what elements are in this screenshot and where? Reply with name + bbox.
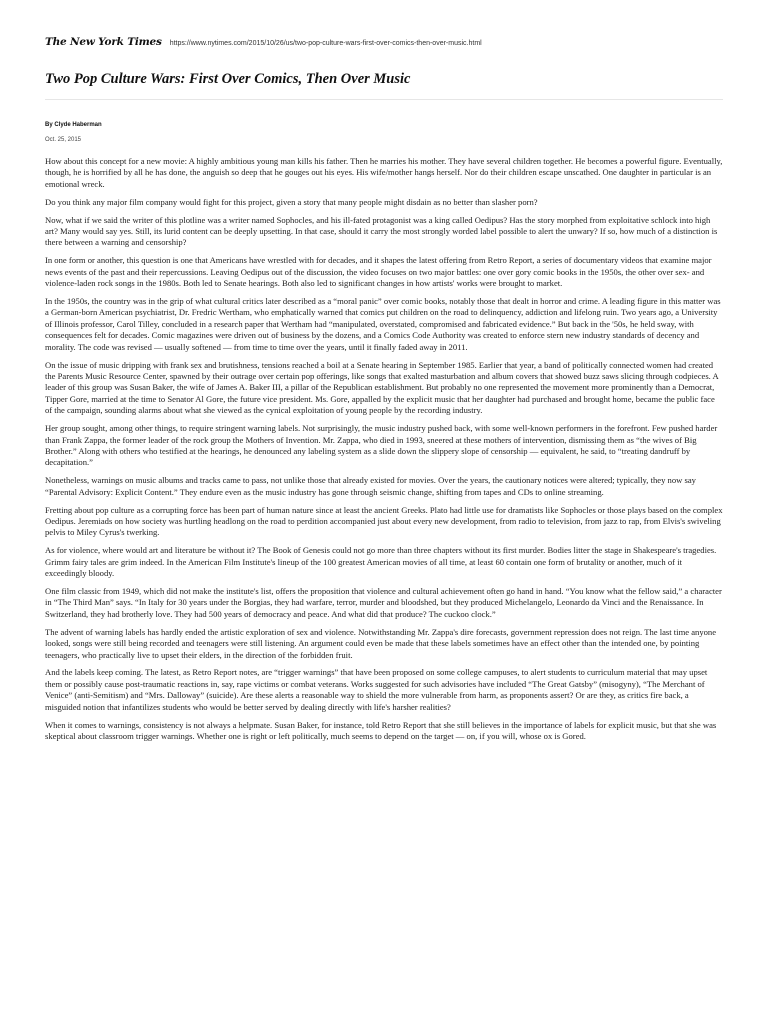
article-page	[45, 0, 723, 749]
article-paragraph: Nonetheless, warnings on music albums and tracks came to pass, not unlike those that already existed for movies. Over the years, the cautionary notices were altered; typically, they now say “Parental Advisory: Explicit Content.” They endure even as the music industry has gone through seismic change, shifting from tapes and CDs to online streaming.	[45, 475, 696, 497]
article-paragraph: Fretting about pop culture as a corrupting force has been part of human nature since at least the ancient Greeks. Plato had little use for dramatists like Sophocles or those plays based on the complex Oedipus. Jeremiads on how society was hurtling headlong on the road to perdition accompanied just about every new development, from radio to television, from jazz to rap, from Elvis's swiveling pelvis to Miley Cyrus's twerking.	[45, 504, 723, 538]
article-paragraph: Do you think any major film company would fight for this project, given a story that many people might disdain as no better than slasher porn?	[45, 196, 538, 207]
article-paragraph: In one form or another, this question is one that Americans have wrestled with for decades, and it shapes the latest offering from Retro Report, a series of documentary videos that examine major news events of the past and their repercussions. Leaving Oedipus out of the discussion, the video focuses on two major battles: one over gory comic books in the 1950s, the other over sex- and violence-laden rock songs in the 1980s. Both led to Senate hearings. Both also led to significant changes in how artists' works were brought to market.	[45, 255, 712, 289]
article-body	[45, 156, 723, 742]
article-paragraph: When it comes to warnings, consistency is not always a helpmate. Susan Baker, for instance, told Retro Report that she still believes in the importance of labels for explicit music, but that she was skeptical about classroom trigger warnings. Whether one is right or left politically, much seems to depend on the target — on, if you will, whose ox is Gored.	[45, 719, 717, 741]
page-header	[45, 22, 723, 48]
article-paragraph: On the issue of music dripping with frank sex and brutishness, tensions reached a boil at a Senate hearing in September 1985. Earlier that year, a band of politically connected women had created the Parents Music Resource Center, spawned by their outrage over certain pop offerings, like songs that exalted masturbation and album covers that showed buzz saws slicing through codpieces. A leader of this group was Susan Baker, the wife of James A. Baker III, a pillar of the Republican establishment. But probably no one represented the movement more prominently than a Democrat, Tipper Gore, married at the time to Senator Al Gore, the future vice president. Ms. Gore, appalled by the explicit music that her daughter had purchased and brought home, became the public face of the campaign, sounding alarms about what she viewed as the cynical exploitation of young people by the recording industry.	[45, 359, 719, 416]
article-paragraph: Now, what if we said the writer of this plotline was a writer named Sophocles, and his ill-fated protagonist was a king called Oedipus? Has the story morphed from exploitative schlock into high art? Many would say yes. Still, its lurid content can be deeply upsetting. In that case, should it carry the most strongly worded label possible to alert the unwary? If so, how much of a distinction is there between a warning and censorship?	[45, 214, 718, 248]
nyt-logo[interactable]: The New York Times	[45, 36, 162, 48]
article-paragraph: And the labels keep coming. The latest, as Retro Report notes, are “trigger warnings” that have been proposed on some college campuses, to alert students to curriculum material that may upset them or possibly cause post-traumatic reactions in, say, rape victims or combat veterans. Works suggested for such advisories have included “The Great Gatsby” (misogyny), “The Merchant of Venice” (anti-Semitism) and “Mrs. Dalloway” (suicide). Are these alerts a reasonable way to shield the more vulnerable from harm, as proponents assert? Or are they, as critics fire back, a misguided notion that infantilizes students who would be better served by dealing directly with life's harsher realities?	[45, 667, 708, 712]
article-url[interactable]: https://www.nytimes.com/2015/10/26/us/two-pop-culture-wars-first-over-comics-then-over-music.html	[169, 40, 482, 47]
article-paragraph: In the 1950s, the country was in the grip of what cultural critics later described as a “moral panic” over comic books, notably those that dealt in horror and crime. A leading figure in this matter was a German-born American psychiatrist, Dr. Fredric Wertham, who emphatically warned that comics put children on the road to delinquency, addiction and lifelong ruin. Two years ago, a University of Illinois professor, Carol Tilley, concluded in a research paper that Wertham had “manipulated, overstated, compromised and fabricated evidence.” But back in the '50s, he held sway, with consequences felt for decades. Comic magazines were driven out of business by the dozens, and a Comics Code Authority was created to enforce stern new industry standards of decency and morality. The code was revised — usually softened — from time to time over the years, until it finally faded away in 2011.	[45, 296, 721, 352]
article-paragraph: Her group sought, among other things, to require stringent warning labels. Not surprisingly, the music industry pushed back, with some well-known performers in the forefront. Few pushed harder than Frank Zappa, the former leader of the rock group the Mothers of Invention. Mr. Zappa, who died in 1993, sneered at these mothers of intervention, dismissing them as “the wives of Big Brother.” Along with others who testified at the hearings, he denounced any labeling system as a slide down the slippery slope of censorship — equivalent, he said, to “treating dandruff by decapitation.”	[45, 423, 718, 468]
article-byline: By Clyde Haberman	[45, 122, 102, 128]
article-paragraph: The advent of warning labels has hardly ended the artistic exploration of sex and violence. Notwithstanding Mr. Zappa's dire forecasts, government repression does not reign. The last time anyone looked, songs were still being recorded and teenagers were still listening. An argument could even be made that these labels sometimes have an effect other than the intended one, by pointing teenagers, who practically live to upset their elders, in the direction of the forbidden fruit.	[45, 626, 717, 660]
article-date: Oct. 25, 2015	[45, 137, 82, 143]
article-paragraph: How about this concept for a new movie: A highly ambitious young man kills his father. Then he marries his mother. They have several children together. He becomes a powerful figure. Eventually, though, he is horrified by all he has done, the anguish so deep that he gouges out his eyes. His wife/mother hangs herself. Nor do their children escape unscathed. One daughter in particular is an emotional wreck.	[45, 156, 723, 189]
article-paragraph: As for violence, where would art and literature be without it? The Book of Genesis could not go more than three chapters without its first murder. Bodies litter the stage in Shakespeare's tragedies. Grimm fairy tales are grim indeed. In the American Film Institute's lineup of the 100 greatest American movies of all time, at least 60 contain one form of brutality or another, much of it exceedingly bloody.	[45, 545, 717, 579]
title-divider	[45, 99, 723, 100]
article-paragraph: One film classic from 1949, which did not make the institute's list, offers the proposition that violence and cultural achievement often go hand in hand. “You know what the fellow said,” a character in “The Third Man” says. “In Italy for 30 years under the Borgias, they had warfare, terror, murder and bloodshed, but they produced Michelangelo, Leonardo da Vinci and the Renaissance. In Switzerland, they had brotherly love. They had 500 years of democracy and peace. And what did that produce? The cuckoo clock.”	[45, 586, 722, 619]
article-title: Two Pop Culture Wars: First Over Comics, Then Over Music	[45, 71, 411, 87]
